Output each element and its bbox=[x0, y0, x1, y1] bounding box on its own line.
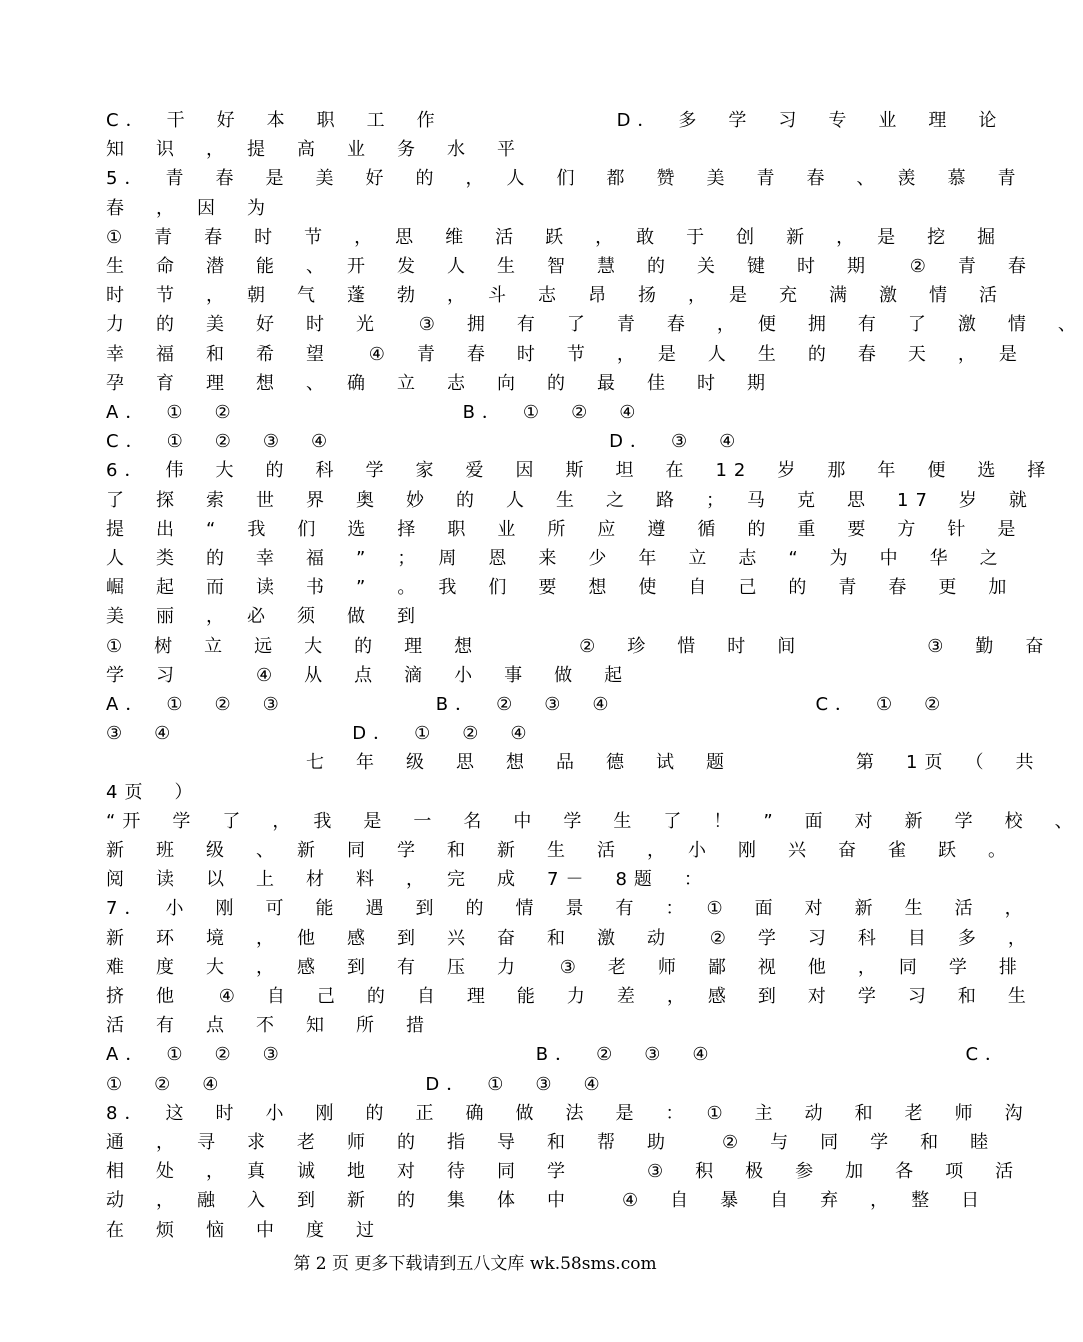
text-line: A． ① ② B． ① ② ④ bbox=[106, 402, 643, 423]
text-line: 难 度 大 ， 感 到 有 压 力 ③ 老 师 鄙 视 他 ， 同 学 排 bbox=[106, 956, 1024, 978]
text-line: 七 年 级 思 想 品 德 试 题 第 1页 （ 共 bbox=[106, 752, 1041, 774]
text-line: ① 树 立 远 大 的 理 想 ② 珍 惜 时 间 ③ 勤 奋 bbox=[106, 635, 1051, 657]
text-line: 崛 起 而 读 书 ” 。 我 们 要 想 使 自 己 的 青 春 更 加 bbox=[106, 577, 1014, 599]
text-line: 学 习 ④ 从 点 滴 小 事 做 起 bbox=[106, 664, 630, 686]
text-line: 幸 福 和 希 望 ④ 青 春 时 节 ， 是 人 生 的 春 天 ， 是 bbox=[106, 343, 1024, 365]
text-line: ① 青 春 时 节 ， 思 维 活 跃 ， 敢 于 创 新 ， 是 挖 掘 bbox=[106, 226, 1003, 248]
text-line: 7． 小 刚 可 能 遇 到 的 情 景 有 ： ① 面 对 新 生 活 ， bbox=[106, 898, 1030, 920]
text-line: 知 识 ， 提 高 业 务 水 平 bbox=[106, 139, 522, 161]
text-line: 美 丽 ， 必 须 做 到 bbox=[106, 606, 422, 628]
text-line: 活 有 点 不 知 所 措 bbox=[106, 1015, 431, 1037]
text-line: A． ① ② ③ B． ② ③ ④ C． bbox=[106, 1044, 1011, 1066]
text-line: 孕 育 理 想 、 确 立 志 向 的 最 佳 时 期 bbox=[106, 372, 772, 394]
text-line: 相 处 ， 真 诚 地 对 待 同 学 ③ 积 极 参 加 各 项 活 bbox=[106, 1161, 1021, 1183]
text-line: 新 环 境 ， 他 感 到 兴 奋 和 激 动 ② 学 习 科 目 多 ， bbox=[106, 927, 1033, 949]
text-line: 挤 他 ④ 自 己 的 自 理 能 力 差 ， 感 到 对 学 习 和 生 bbox=[106, 986, 1033, 1007]
text-line: 4页 ） bbox=[106, 781, 200, 803]
text-line: 人 类 的 幸 福 ” ； 周 恩 来 少 年 立 志 “ 为 中 华 之 bbox=[106, 548, 1005, 569]
text-line: ③ ④ D． ① ② ④ bbox=[106, 723, 534, 745]
text-line: 在 烦 恼 中 度 过 bbox=[106, 1219, 381, 1241]
text-line: 通 ， 寻 求 老 师 的 指 导 和 帮 助 ② 与 同 学 和 睦 bbox=[106, 1132, 996, 1153]
text-line: C． ① ② ③ ④ D． ③ ④ bbox=[106, 431, 743, 453]
text-line: 阅 读 以 上 材 料 ， 完 成 7－ 8题 ： bbox=[106, 869, 709, 891]
text-line: 动 ， 融 入 到 新 的 集 体 中 ④ 自 暴 自 弃 ， 整 日 bbox=[106, 1190, 987, 1212]
text-line: 力 的 美 好 时 光 ③ 拥 有 了 青 春 ， 便 拥 有 了 激 情 、 bbox=[106, 314, 1083, 336]
text-line: 6． 伟 大 的 科 学 家 爱 因 斯 坦 在 12 岁 那 年 便 选 择 bbox=[106, 460, 1053, 482]
text-line: C． 干 好 本 职 工 作 D． 多 学 习 专 业 理 论 bbox=[106, 110, 1004, 131]
text-line: 提 出 “ 我 们 选 择 职 业 所 应 遵 循 的 重 要 方 针 是 bbox=[106, 518, 1023, 540]
text-line: “开 学 了 ， 我 是 一 名 中 学 生 了 ！ ” 面 对 新 学 校 、 bbox=[106, 810, 1080, 832]
text-line: 时 节 ， 朝 气 蓬 勃 ， 斗 志 昂 扬 ， 是 充 满 激 情 活 bbox=[106, 285, 1004, 307]
text-line: 春 ， 因 为 bbox=[106, 197, 272, 219]
text-line: 新 班 级 、 新 同 学 和 新 生 活 ， 小 刚 兴 奋 雀 跃 。 bbox=[106, 840, 1013, 861]
text-line: A． ① ② ③ B． ② ③ ④ C． ① ② bbox=[106, 694, 948, 715]
text-line: 5． 青 春 是 美 好 的 ， 人 们 都 赞 美 青 春 、 羡 慕 青 bbox=[106, 168, 1023, 190]
text-line: 生 命 潜 能 、 开 发 人 生 智 慧 的 关 键 时 期 ② 青 春 bbox=[106, 256, 1033, 277]
text-line: 了 探 索 世 界 奥 妙 的 人 生 之 路 ； 马 克 思 17 岁 就 bbox=[106, 489, 1034, 511]
text-line: 8． 这 时 小 刚 的 正 确 做 法 是 ： ① 主 动 和 老 师 沟 bbox=[106, 1102, 1030, 1124]
page-footer: 第 2 页 更多下载请到五八文库 wk.58sms.com bbox=[293, 1254, 657, 1274]
text-line: ① ② ④ D． ① ③ ④ bbox=[106, 1073, 607, 1095]
